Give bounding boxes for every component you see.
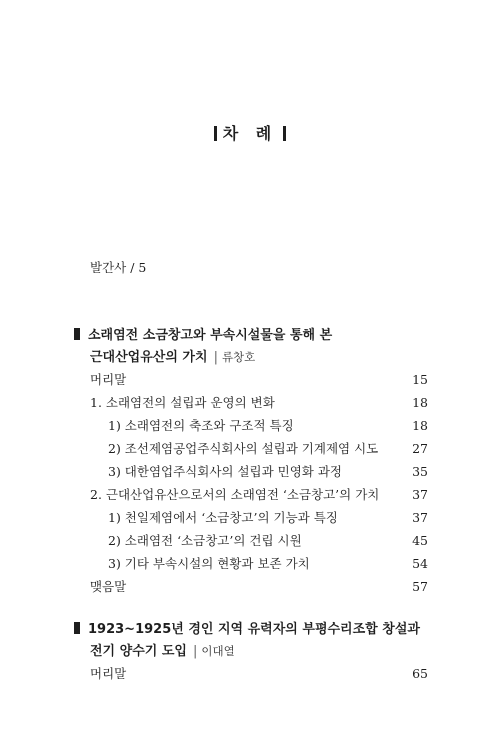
- section-2-title[interactable]: [74, 621, 454, 638]
- heading-bar-left: [214, 126, 217, 141]
- entry-page: 57: [412, 579, 428, 594]
- author-separator: |: [213, 350, 218, 365]
- toc-heading: [0, 121, 500, 144]
- section-1-title-line2: 근대산업유산의 가치: [90, 350, 208, 365]
- entry-page: 65: [412, 666, 428, 681]
- section-marker: [74, 328, 80, 340]
- section-2-title-line2: 전기 양수기 도입: [90, 644, 187, 659]
- preface-text: 발간사 / 5: [90, 260, 147, 275]
- entry-page: 45: [412, 533, 428, 548]
- section-1-title-cont[interactable]: [90, 349, 470, 366]
- entry-page: 18: [412, 418, 428, 433]
- heading-bar-right: [283, 126, 286, 141]
- section-marker: [74, 622, 80, 634]
- entry-text: 3) 기타 부속시설의 현황과 보존 가치: [108, 556, 310, 571]
- entry-text: 2. 근대산업유산으로서의 소래염전 ‘소금창고’의 가치: [90, 487, 380, 502]
- entry-page: 35: [412, 464, 428, 479]
- section-2-title-line1: 1923~1925년 경인 지역 유력자의 부평수리조합 창설과: [88, 622, 420, 637]
- entry-text: 3) 대한염업주식회사의 설립과 민영화 과정: [108, 464, 342, 479]
- entry-page: 37: [412, 510, 428, 525]
- toc-title-text: 차 례: [222, 124, 278, 143]
- author-separator: |: [192, 644, 198, 659]
- entry-page: 15: [412, 372, 428, 387]
- entry-page: 54: [412, 556, 428, 571]
- section-1-title[interactable]: [74, 327, 454, 344]
- entry-text: 머리말: [90, 372, 127, 387]
- entry-text: 1) 소래염전의 축조와 구조적 특징: [108, 418, 294, 433]
- entry-text: 2) 조선제염공업주식회사의 설립과 기계제염 시도: [108, 441, 379, 456]
- section-1-author: 류창호: [221, 350, 256, 364]
- entry-page: 27: [412, 441, 428, 456]
- entry-page: 18: [412, 395, 428, 410]
- entry-text: 1. 소래염전의 설립과 운영의 변화: [90, 395, 275, 410]
- section-2-title-cont[interactable]: [90, 643, 470, 660]
- section-1-title-line1: 소래염전 소금창고와 부속시설물을 통해 본: [88, 328, 333, 343]
- entry-page: 37: [412, 487, 428, 502]
- entry-text: 1) 천일제염에서 ‘소금창고’의 기능과 특징: [108, 510, 338, 525]
- entry-text: 머리말: [90, 666, 127, 681]
- entry-text: 맺음말: [90, 579, 127, 594]
- section-2-author: 이대열: [201, 644, 235, 658]
- entry-text: 2) 소래염전 ‘소금창고’의 건립 시원: [108, 533, 302, 548]
